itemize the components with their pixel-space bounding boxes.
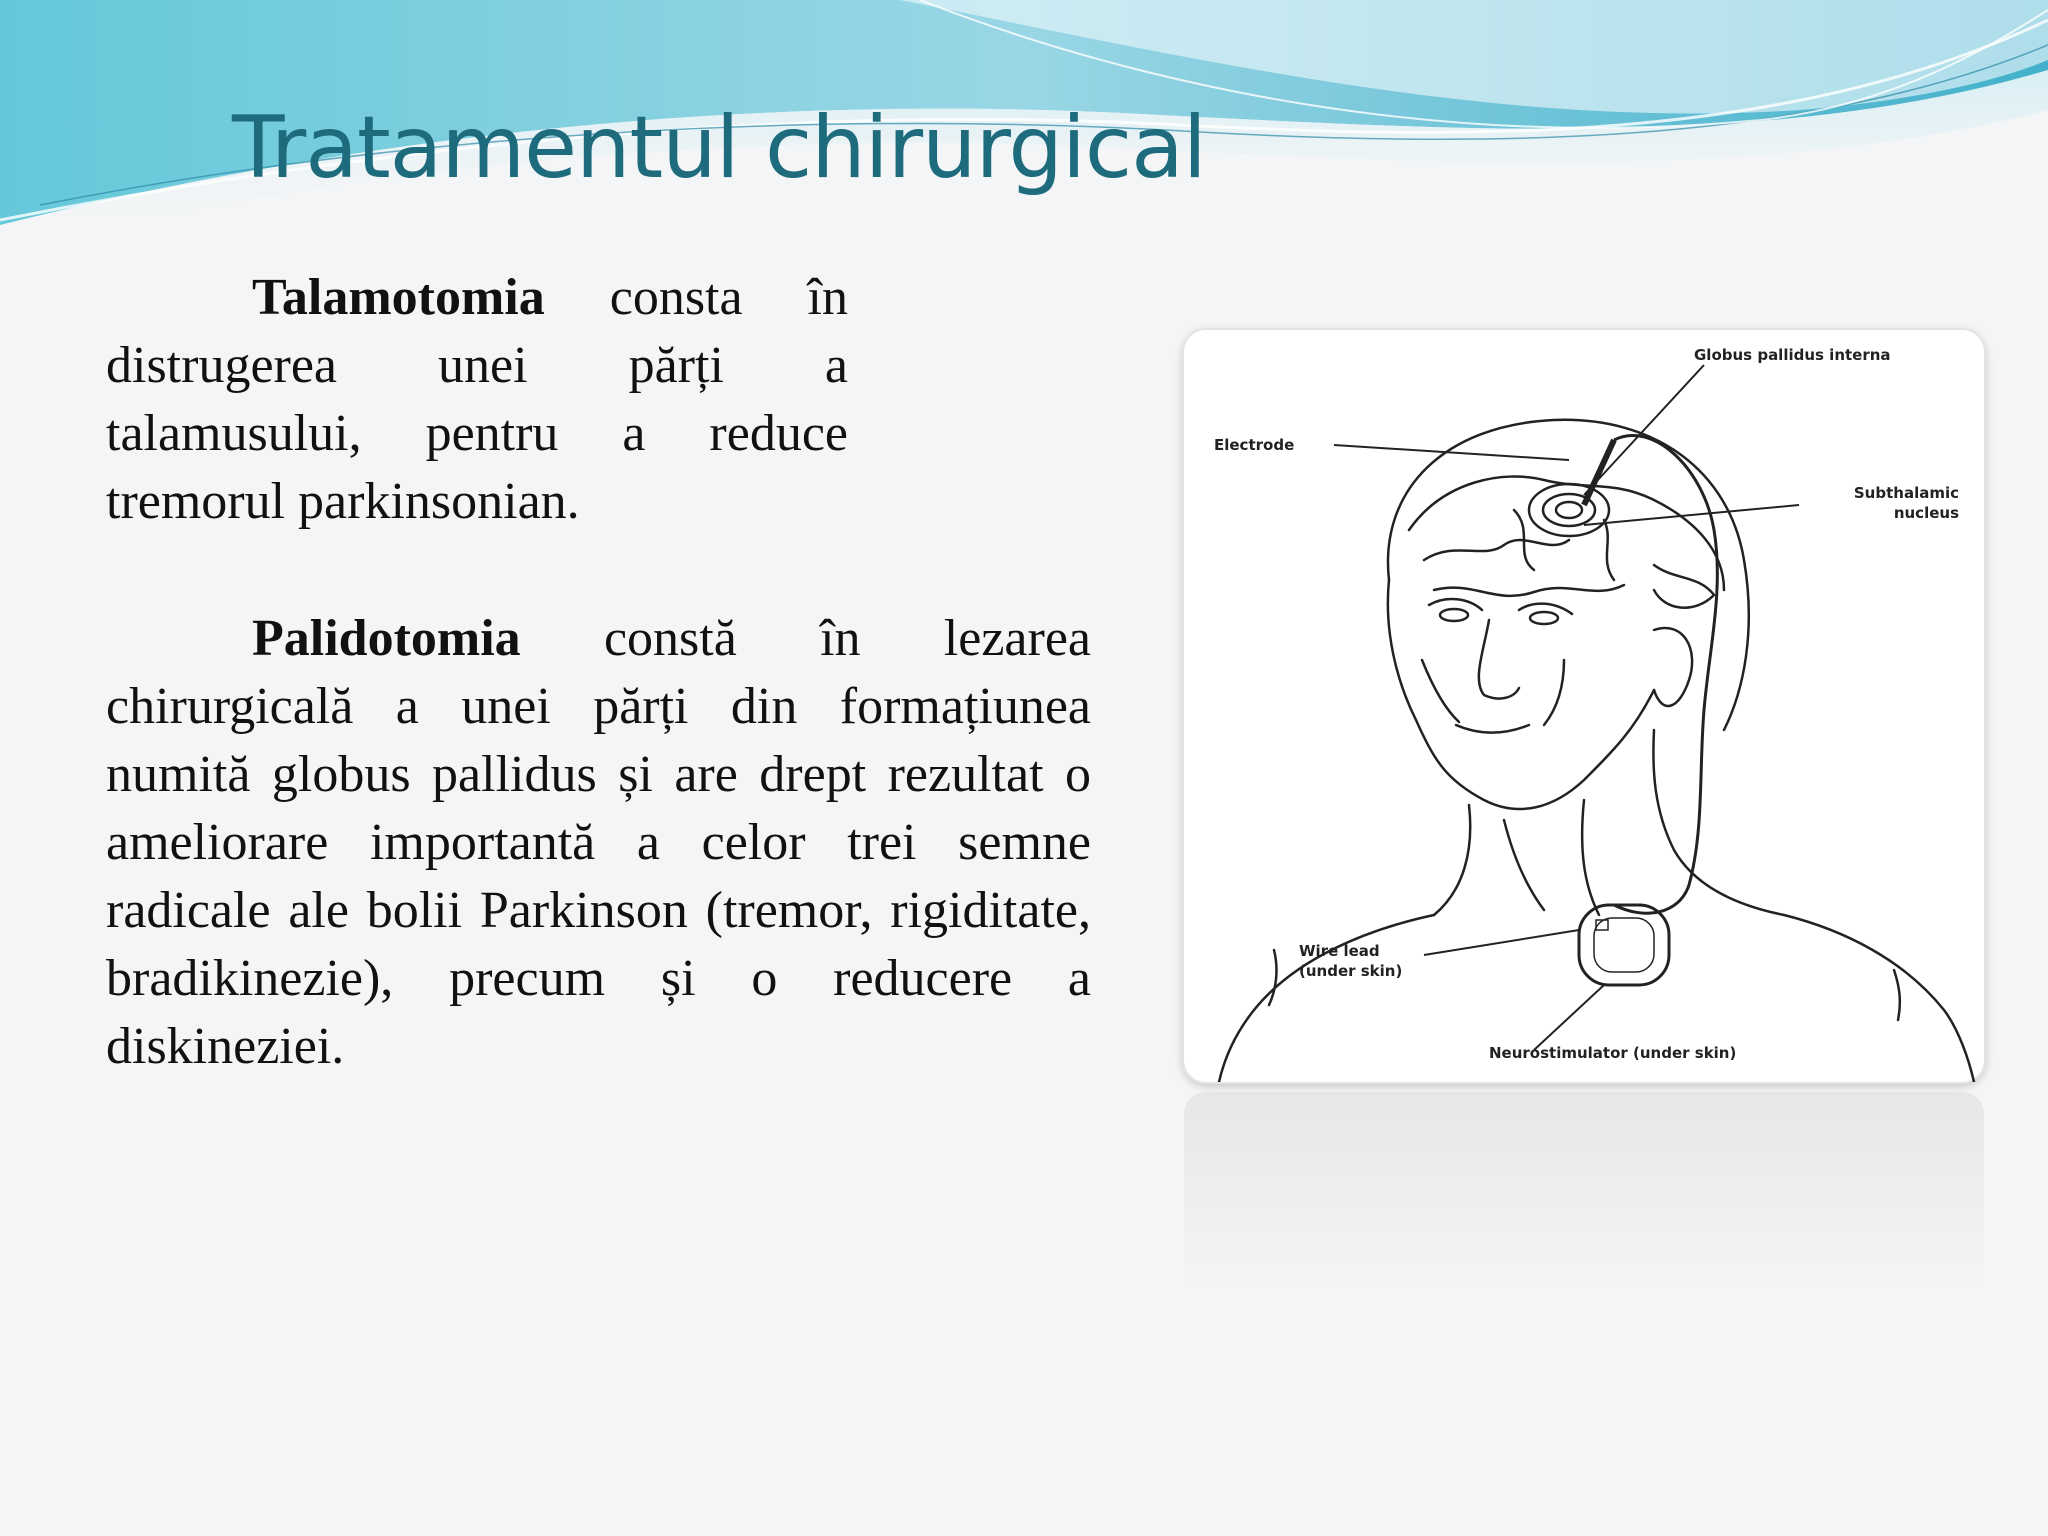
electrode-wire xyxy=(1584,436,1717,914)
paragraph-talamotomia xyxy=(106,264,848,536)
label-nucleus: nucleus xyxy=(1893,504,1959,522)
term-palidotomia: Palidotomia xyxy=(252,610,521,667)
label-electrode: Electrode xyxy=(1214,436,1295,454)
dbs-illustration-drawing xyxy=(1184,330,1984,1082)
term-talamotomia: Talamotomia xyxy=(252,269,545,326)
image-reflection xyxy=(1184,1092,1984,1292)
label-neurostimulator: Neurostimulator (under skin) xyxy=(1489,1044,1737,1062)
label-wire-lead: Wire lead xyxy=(1299,942,1380,960)
paragraph-palidotomia xyxy=(106,605,1091,1081)
label-globus-pallidus: Globus pallidus interna xyxy=(1694,346,1891,364)
neurostimulator-device xyxy=(1579,905,1669,985)
callout-lines xyxy=(1334,365,1799,1050)
talamotomia-description: consta în distrugerea unei părți a talamusului, pentru a reduce tremorul parkinsonian. xyxy=(106,269,848,530)
dbs-illustration xyxy=(1184,330,1984,1082)
slide-title: Tratamentul chirurgical xyxy=(232,98,1206,198)
label-subthalamic: Subthalamic xyxy=(1853,484,1959,502)
palidotomia-description: constă în lezarea chirurgicală a unei părți din formațiunea numită globus pallidus și are drept rezultat o ameliorare importantă a celor trei semne radicale ale bolii Parkinson (tremor, rigiditate, bradikinezie), precum și o reducere a diskineziei. xyxy=(106,610,1091,1075)
label-under-skin: (under skin) xyxy=(1299,962,1403,980)
